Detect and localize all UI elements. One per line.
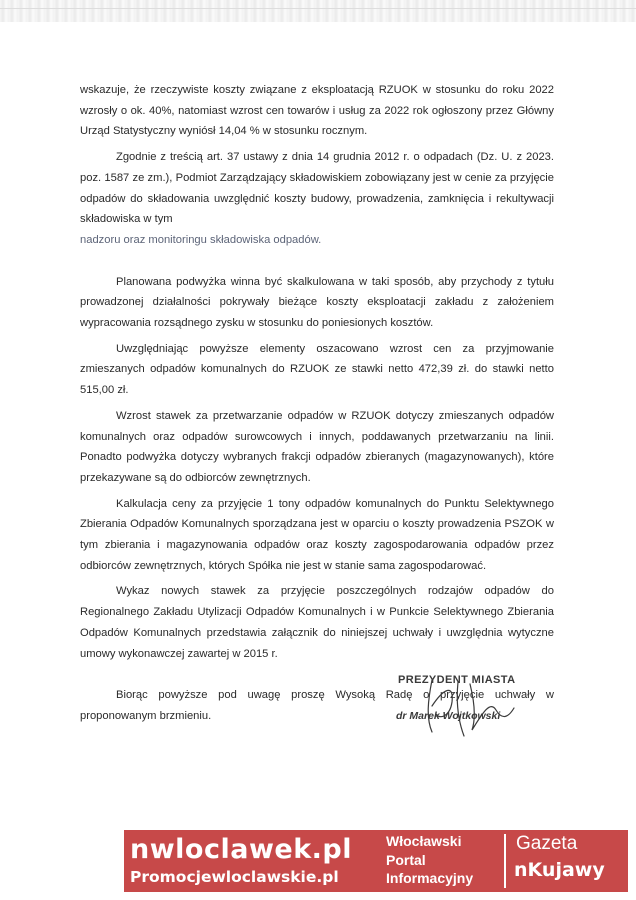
banner-gazeta-top: Gazeta [516, 833, 578, 854]
letter-body [80, 80, 554, 727]
paragraph-request: Biorąc powyższe pod uwagę proszę Wysoką Radę o przyjęcie uchwały w proponowanym brzmieniu. [80, 689, 554, 722]
paragraph-rate-increase: Wzrost stawek za przetwarzanie odpadów w RZUOK dotyczy zmieszanych odpadów komunalnych oraz odpadów surowcowych i innych, poddawanych przetwarzaniu na linii. Ponadto podwyżka dotyczy wybranych frakcji odpadów zbieranych (magazynowanych), które przekazywane są do odbiorców zewnętrznych. [80, 409, 554, 484]
paragraph-legal-basis [80, 147, 554, 230]
watermark-banner [124, 830, 628, 892]
banner-site-logo [130, 834, 386, 888]
banner-gazeta-logo [512, 832, 626, 884]
handwritten-signature-icon [392, 670, 532, 745]
banner-portal-label [386, 832, 506, 888]
paragraph-price-estimate: Uwzględniając powyższe elementy oszacowano wzrost cen za przyjmowanie zmieszanych odpadów komunalnych do RZUOK ze stawki netto 472,39 zł. do stawki netto 515,00 zł. [80, 342, 554, 397]
banner-portal-line: Informacyjny [386, 870, 474, 886]
banner-gazeta-bottom: nKujawy [514, 859, 605, 881]
paragraph-legal-basis-end [80, 230, 554, 251]
banner-portal-line: Włocławski [386, 833, 462, 849]
banner-site-name: nwloclawek.pl [130, 834, 352, 865]
paragraph-planned-increase: Planowana podwyżka winna być skalkulowana w taki sposób, aby przychody z tytułu prowadzonej działalności pokrywały bieżące koszty eksploatacji zakładu z założeniem wypracowania rozsądnego zysku w stosunku do poniesionych kosztów. [80, 275, 554, 330]
signature-name: dr Marek Wojtkowski [396, 710, 501, 722]
banner-site-secondary: Promocjewloclawskie.pl [130, 868, 339, 886]
paragraph-rate-list: Wykaz nowych stawek za przyjęcie poszczególnych rodzajów odpadów do Regionalnego Zakładu Utylizacji Odpadów Komunalnych i w Punkcie Selektywnego Zbierania Odpadów Komunalnych przedstawia załącznik do niniejszej uchwały i uwzględnia wytyczne umowy wykonawczej zawartej w 2015 r. [80, 585, 554, 660]
paragraph-legal-basis-text: Zgodnie z treścią art. 37 ustawy z dnia 14 grudnia 2012 r. o odpadach (Dz. U. z 2023. poz. 1587 ze zm.), Podmiot Zarządzający składowiskiem zobowiązany jest w cenie za przyjęcie odpadów do składowania uwzględnić koszty budowy, prowadzenia, zamknięcia i rekultywacji składowiska w tym [80, 151, 554, 226]
paragraph-pszok-calculation: Kalkulacja ceny za przyjęcie 1 tony odpadów komunalnych do Punktu Selektywnego Zbierania Odpadów Komunalnych sporządzana jest w oparciu o koszty prowadzenia PSZOK w tym zbierania i magazynowania odpadów oraz koszty zagospodarowania odpadów przez odbiorców zewnętrznych, których Spółka nie jest w stanie sama zagospodarować. [80, 497, 554, 572]
banner-divider [504, 834, 506, 888]
paragraph-cost-increase: wskazuje, że rzeczywiste koszty związane z eksploatacją RZUOK w stosunku do roku 2022 wzrosły o ok. 40%, natomiast wzrost cen towarów i usług za 2022 rok ogłoszony przez Główny Urząd Statystyczny wyniósł 14,04 % w stosunku rocznym. [80, 84, 554, 138]
signature-block [392, 670, 532, 745]
banner-portal-line: Portal [386, 851, 426, 868]
scan-artifact-top [0, 0, 636, 22]
signature-title: PREZYDENT MIASTA [398, 674, 516, 686]
paragraph-legal-basis-end-text: nadzoru oraz monitoringu składowiska odpadów. [80, 233, 322, 246]
